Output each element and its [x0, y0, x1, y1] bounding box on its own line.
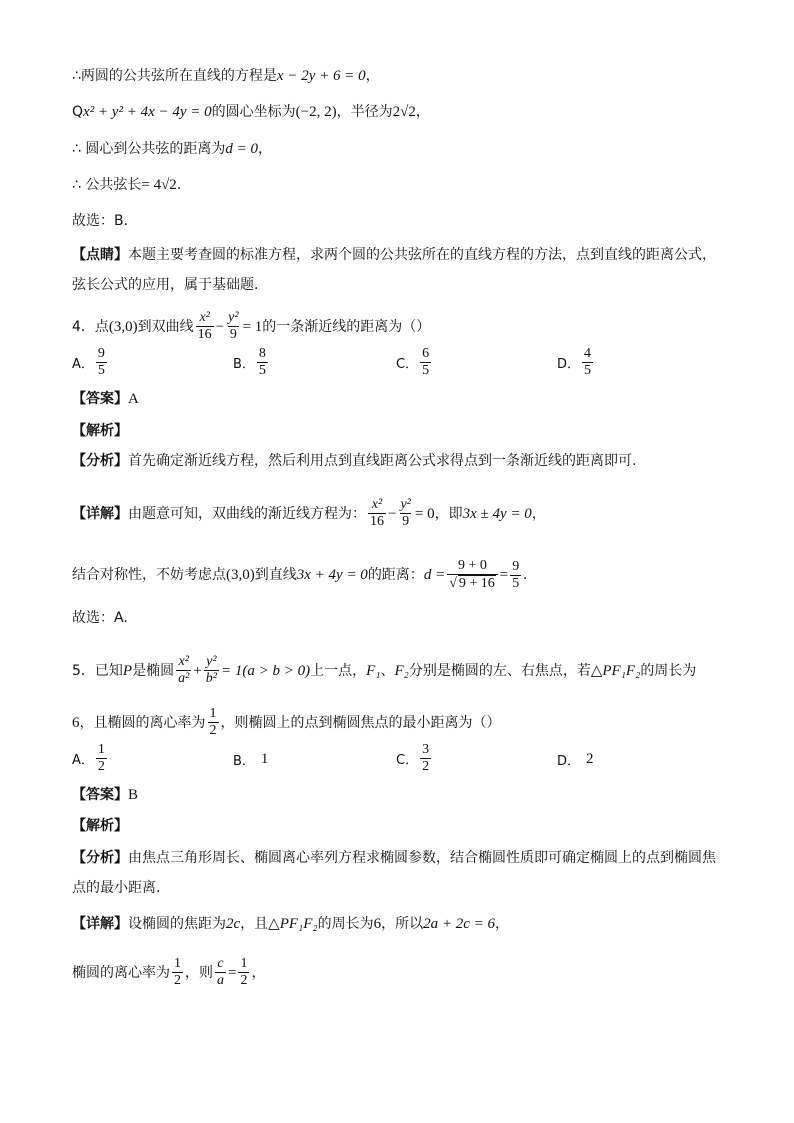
text: 的距离： [367, 567, 424, 583]
text: 设椭圆的焦距为 [128, 916, 226, 932]
text: 上一点， [310, 662, 367, 679]
equation: 6 [72, 714, 80, 731]
answer-tag: 【答案】 [72, 391, 128, 407]
fraction: $\frac{6}{5}$ [422, 346, 430, 378]
fraction: $\frac{1}{2}$ [97, 742, 105, 774]
equation: x² + y² + 4x − 4y = 0 [83, 104, 212, 120]
equation: F₁ [366, 662, 381, 679]
text: 本题主要考查圆的标准方程，求两个圆的公共弦所在的直线方程的方法，点到直线的距离公式， [128, 247, 716, 263]
text: ， [531, 505, 546, 522]
equation: (−2, 2) [295, 104, 337, 120]
analysis-tag: 【解析】 [72, 423, 128, 439]
fraction: $\frac{9}{5}$ [97, 346, 105, 378]
text: ，所以 [381, 916, 424, 932]
equation: − [388, 505, 397, 522]
text: 结合对称性，不妨考虑点 [72, 567, 226, 583]
fraction: $\frac{\text{y²}}{9}$ [400, 497, 411, 529]
fraction: $\frac{\text{x²}}{16}$ [197, 310, 212, 342]
equation: (3,0) [226, 567, 255, 583]
option-label: A． [72, 357, 94, 372]
q4-analysis [72, 421, 128, 441]
q4-fenxi [72, 451, 636, 471]
q4-choose [72, 608, 128, 628]
fraction: $\frac{8}{5}$ [258, 346, 266, 378]
q5-stem [72, 654, 696, 687]
q5-fenxi-1 [72, 848, 716, 868]
prev-line-2 [72, 102, 430, 122]
text: 点的最小距离. [72, 880, 161, 896]
equation: + [193, 662, 202, 679]
text: ，半径为 [336, 104, 393, 120]
fraction: $\frac{c}{a}$ [217, 956, 224, 988]
text: 到直线 [254, 567, 297, 583]
q5-analysis [72, 816, 128, 836]
text: ， [415, 104, 430, 120]
q4-option-c [396, 346, 433, 379]
text: 由焦点三角形周长、椭圆离心率列方程求椭圆参数，结合椭圆性质即可确定椭圆上的点到椭圆焦 [128, 850, 716, 866]
note-tag: 【点睛】 [72, 247, 128, 263]
text: 到双曲线 [137, 318, 194, 335]
equation: F₂ [394, 662, 409, 679]
text: ，即 [434, 505, 463, 522]
prev-line-3 [72, 139, 272, 159]
answer-value: B [128, 787, 139, 803]
q4-stem [72, 310, 430, 343]
equation: △PF₁F₂ [590, 662, 641, 679]
q5-option-c [396, 742, 433, 775]
text: ， [257, 141, 272, 157]
equation: x − 2y + 6 = 0 [276, 68, 366, 84]
text: ∴两圆的公共弦所在直线的方程是 [72, 68, 277, 84]
option-label: C． [396, 357, 419, 372]
equation: d = 0 [225, 141, 258, 157]
option-label: C． [396, 753, 419, 768]
q4-answer [72, 389, 139, 409]
q4-option-a [72, 346, 109, 379]
text: 的周长为 [640, 662, 697, 679]
text: ∴ 公共弦长 [72, 177, 142, 193]
text: 弦长公式的应用，属于基础题． [72, 277, 268, 293]
prev-line-4 [72, 175, 181, 195]
fraction: $\frac{\text{x²}}{16}$ [370, 497, 384, 529]
q5-answer [72, 785, 138, 805]
text: 故选：B． [72, 213, 138, 229]
text: ， [251, 964, 266, 981]
fraction: $\frac{4}{5}$ [584, 346, 592, 378]
equation: = 1(a > b > 0) [220, 662, 311, 679]
text: 椭圆的离心率为 [72, 964, 170, 981]
prev-note-1 [72, 245, 716, 265]
equation: = 4√2 [141, 177, 177, 193]
fenxi-tag: 【分析】 [72, 453, 128, 469]
fraction: $\frac{9}{5}$ [512, 558, 520, 591]
equation: . [523, 567, 527, 583]
option-label: B． [233, 357, 255, 372]
prev-note-2 [72, 275, 268, 295]
fraction: $\frac{1}{2}$ [209, 706, 217, 738]
text: 、 [380, 662, 395, 679]
fraction: $\frac{1}{2}$ [240, 956, 248, 988]
text: ， [495, 916, 510, 932]
q5-stem-2 [72, 706, 501, 739]
prev-choose [72, 211, 138, 231]
text: ∴ 圆心到公共弦的距离为 [72, 141, 226, 157]
fraction: $\frac{\text{x²}}{\text{a²}}$ [178, 654, 190, 686]
text: 的周长为 [317, 916, 374, 932]
q5-option-b [233, 750, 268, 769]
fraction: $\frac{3}{2}$ [422, 742, 430, 774]
equation: 3x ± 4y = 0 [462, 505, 532, 522]
equation: P [122, 662, 133, 679]
q4-distance [72, 558, 527, 592]
equation: (3,0) [108, 318, 138, 335]
text: 故选：A. [72, 610, 128, 626]
fraction: $\frac{\text{y²}}{9}$ [228, 310, 239, 342]
equation: 2√2 [392, 104, 416, 120]
answer-tag: 【答案】 [72, 787, 128, 803]
text: ，且 [240, 916, 269, 932]
equation: 2c [226, 916, 241, 932]
text: ，则椭圆上的点到椭圆焦点的最小距离为（） [220, 714, 501, 731]
text: 的圆心坐标为 [211, 104, 296, 120]
text: 分别是椭圆的左、右焦点，若 [408, 662, 591, 679]
equation: 3x + 4y = 0 [296, 567, 368, 583]
text: . [176, 177, 182, 193]
option-value: 1 [260, 751, 269, 767]
equation: d = [423, 567, 446, 583]
option-label: D． [557, 357, 581, 372]
equation: = 0 [414, 505, 435, 522]
equation: − [215, 318, 225, 335]
q5-ecc [72, 956, 265, 989]
detail-tag: 【详解】 [72, 505, 128, 522]
equation: = 1 [242, 318, 263, 335]
text: ，且椭圆的离心率为 [79, 714, 206, 731]
text: 是椭圆 [132, 662, 175, 679]
q5-fenxi-2 [72, 878, 160, 898]
fraction: $\frac{1}{2}$ [174, 956, 181, 988]
text: ，则 [185, 964, 213, 981]
text: ， [365, 68, 380, 84]
text: Q [72, 104, 84, 120]
analysis-tag: 【解析】 [72, 818, 128, 834]
equation: = [228, 964, 237, 981]
text: 由题意可知，双曲线的渐近线方程为： [128, 505, 366, 522]
option-label: B． [233, 754, 255, 769]
q4-detail [72, 497, 546, 530]
option-label: A． [72, 753, 94, 768]
q4-option-d [557, 346, 595, 379]
text: 的一条渐近线的距离为（） [262, 318, 431, 335]
answer-value: A [128, 391, 139, 407]
option-value: 2 [586, 751, 594, 767]
equation: 2a + 2c = 6 [423, 916, 496, 932]
q5-detail [72, 914, 509, 934]
equation: △PF₁F₂ [268, 916, 318, 932]
fenxi-tag: 【分析】 [72, 850, 128, 866]
equation: = [499, 567, 509, 583]
fraction: $\frac{\text{y²}}{\text{b²}}$ [205, 654, 217, 686]
text: 首先确定渐近线方程，然后利用点到直线距离公式求得点到一条渐近线的距离即可. [128, 453, 637, 469]
equation: 6 [373, 916, 382, 932]
q5-option-d [557, 750, 594, 769]
detail-tag: 【详解】 [72, 916, 128, 932]
q5-option-a [72, 742, 109, 775]
text: 4．点 [72, 318, 109, 335]
text: 5．已知 [72, 662, 123, 679]
fraction: $\frac{9 + 0}{√ 9 + 16}$ [447, 558, 498, 592]
q4-option-b [233, 346, 270, 379]
option-label: D． [557, 754, 581, 769]
prev-line-1 [72, 66, 380, 86]
